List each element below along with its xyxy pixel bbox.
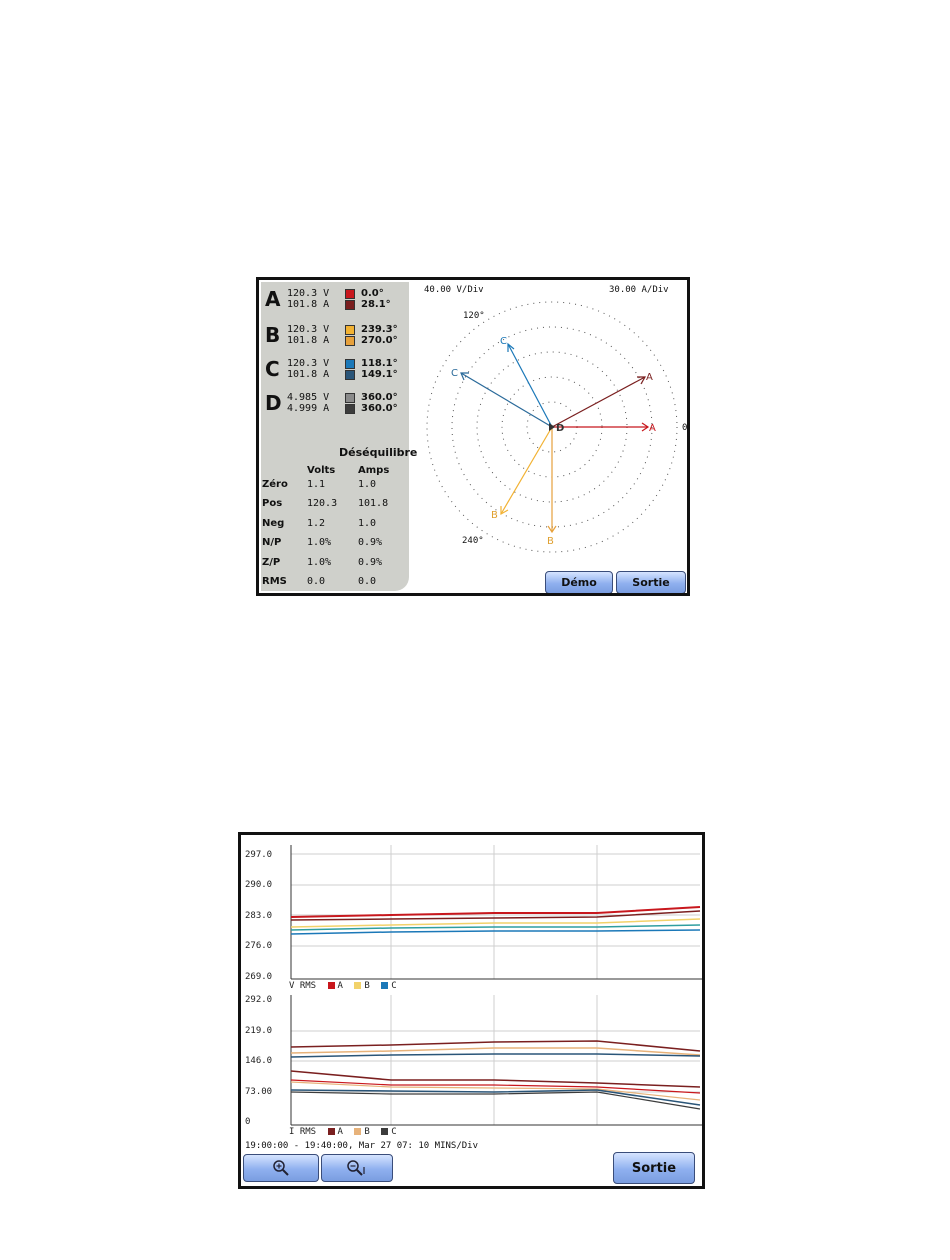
unbalance-volts: 1.2 [307, 518, 326, 529]
phasor-vector-b-voltage [501, 427, 552, 514]
trend-exit-button[interactable]: Sortie [613, 1152, 695, 1184]
legend-swatch-a [328, 1128, 335, 1135]
current-trace-a [291, 1041, 700, 1051]
phase-amps: 101.8 A [287, 369, 330, 380]
legend-swatch-c [381, 1128, 388, 1135]
phase-letter: D [265, 391, 282, 415]
unbalance-amps: 101.8 [358, 498, 389, 509]
unbalance-row-zp [261, 557, 407, 571]
unbalance-col-amps: Amps [358, 465, 390, 476]
phase-letter: A [265, 287, 281, 311]
demo-button[interactable]: Démo [545, 571, 613, 594]
vector-label-c: C [451, 368, 458, 379]
voltage-legend-label: V RMS [289, 981, 317, 991]
unbalance-amps: 0.9% [358, 537, 383, 548]
unbalance-amps: 1.0 [358, 479, 377, 490]
volt-scale-label: 40.00 V/Div [424, 285, 484, 295]
unbalance-label: Zéro [262, 479, 288, 490]
voltage-axis-label: 269.0 [245, 972, 273, 982]
phase-volts: 120.3 V [287, 358, 330, 369]
vector-label-c: C [500, 336, 507, 347]
voltage-axis-label: 276.0 [245, 941, 273, 951]
phase-amps: 101.8 A [287, 335, 330, 346]
unbalance-volts: 0.0 [307, 576, 326, 587]
unbalance-amps: 1.0 [358, 518, 377, 529]
legend-label-a: A [337, 981, 343, 991]
unbalance-amps: 0.0 [358, 576, 377, 587]
phasor-screen [256, 277, 690, 596]
phase-amps: 4.999 A [287, 403, 330, 414]
current-axis-label: 292.0 [245, 995, 273, 1005]
unbalance-amps: 0.9% [358, 557, 383, 568]
trend-screen [238, 832, 705, 1189]
vector-label-a: A [646, 372, 653, 383]
phase-amp-angle: 28.1° [361, 299, 391, 310]
vector-label-b: B [491, 510, 498, 521]
voltage-trace-c-alt [291, 930, 700, 934]
phase-volt-angle: 118.1° [361, 358, 398, 369]
phase-volt-swatch [345, 325, 355, 335]
phase-amp-swatch [345, 300, 355, 310]
amp-scale-label: 30.00 A/Div [609, 285, 669, 295]
current-legend [289, 1127, 397, 1137]
phase-amp-angle: 360.0° [361, 403, 398, 414]
unbalance-volts: 120.3 [307, 498, 338, 509]
phase-letter: C [265, 357, 280, 381]
phase-volt-angle: 0.0° [361, 288, 384, 299]
legend-label-b: B [364, 981, 370, 991]
unbalance-volts: 1.1 [307, 479, 326, 490]
unbalance-row-neg [261, 518, 407, 532]
time-range-label: 19:00:00 - 19:40:00, Mar 27 07: 10 MINS/Div [245, 1141, 478, 1151]
legend-label-b: B [364, 1127, 370, 1137]
legend-label-c: C [391, 1127, 397, 1137]
phasor-diagram [411, 296, 687, 566]
phase-volt-swatch [345, 359, 355, 369]
zoom-in-button[interactable] [243, 1154, 319, 1182]
phase-row-b [265, 322, 409, 348]
current-axis-label: 219.0 [245, 1026, 273, 1036]
zoom-out-icon [346, 1159, 368, 1177]
unbalance-row-rms [261, 576, 407, 590]
current-trace-c-low-alt [291, 1092, 700, 1109]
phase-amp-angle: 270.0° [361, 335, 398, 346]
phase-volt-swatch [345, 393, 355, 403]
voltage-axis-label: 283.0 [245, 911, 273, 921]
phase-volt-angle: 360.0° [361, 392, 398, 403]
voltage-axis-label: 290.0 [245, 880, 273, 890]
phase-readout-panel [261, 282, 418, 591]
current-trace-c [291, 1054, 700, 1057]
phase-amp-angle: 149.1° [361, 369, 398, 380]
unbalance-label: Neg [262, 518, 285, 529]
phase-amp-swatch [345, 336, 355, 346]
legend-swatch-c [381, 982, 388, 989]
unbalance-title: Déséquilibre [339, 446, 418, 459]
current-grid [291, 995, 700, 1125]
vector-label-d: D [556, 423, 565, 434]
unbalance-label: Z/P [262, 557, 281, 568]
legend-swatch-a [328, 982, 335, 989]
voltage-axis-label: 297.0 [245, 850, 273, 860]
unbalance-row-pos [261, 498, 407, 512]
vector-label-a: A [649, 423, 656, 434]
unbalance-label: N/P [262, 537, 282, 548]
legend-label-c: C [391, 981, 397, 991]
current-axis-label: 73.00 [245, 1087, 273, 1097]
voltage-legend [289, 981, 397, 991]
legend-swatch-b [354, 1128, 361, 1135]
legend-label-a: A [337, 1127, 343, 1137]
unbalance-label: Pos [262, 498, 283, 509]
phase-letter: B [265, 323, 281, 347]
phase-volts: 120.3 V [287, 288, 330, 299]
zoom-in-icon [272, 1159, 290, 1177]
zoom-out-button[interactable] [321, 1154, 393, 1182]
phase-volts: 4.985 V [287, 392, 330, 403]
angle-label-240: 240° [462, 536, 484, 546]
current-axis-label: 0 [245, 1117, 251, 1127]
unbalance-volts: 1.0% [307, 537, 332, 548]
current-axis-label: 146.0 [245, 1056, 273, 1066]
phase-volt-swatch [345, 289, 355, 299]
phase-amp-swatch [345, 404, 355, 414]
phase-row-a [265, 286, 409, 312]
exit-button[interactable]: Sortie [616, 571, 686, 594]
phase-volt-angle: 239.3° [361, 324, 398, 335]
angle-label-120: 120° [463, 311, 485, 321]
legend-swatch-b [354, 982, 361, 989]
unbalance-col-volts: Volts [307, 465, 336, 476]
angle-label-0: 0 [682, 423, 687, 433]
vector-label-b: B [547, 536, 554, 547]
phase-volts: 120.3 V [287, 324, 330, 335]
unbalance-label: RMS [262, 576, 287, 587]
phasor-vector-a-current [552, 377, 645, 427]
unbalance-row-zero [261, 479, 407, 493]
current-legend-label: I RMS [289, 1127, 317, 1137]
unbalance-volts: 1.0% [307, 557, 332, 568]
phase-row-d [265, 390, 409, 416]
phase-row-c [265, 356, 409, 382]
phase-amps: 101.8 A [287, 299, 330, 310]
voltage-grid [291, 845, 700, 979]
phase-amp-swatch [345, 370, 355, 380]
unbalance-row-np [261, 537, 407, 551]
